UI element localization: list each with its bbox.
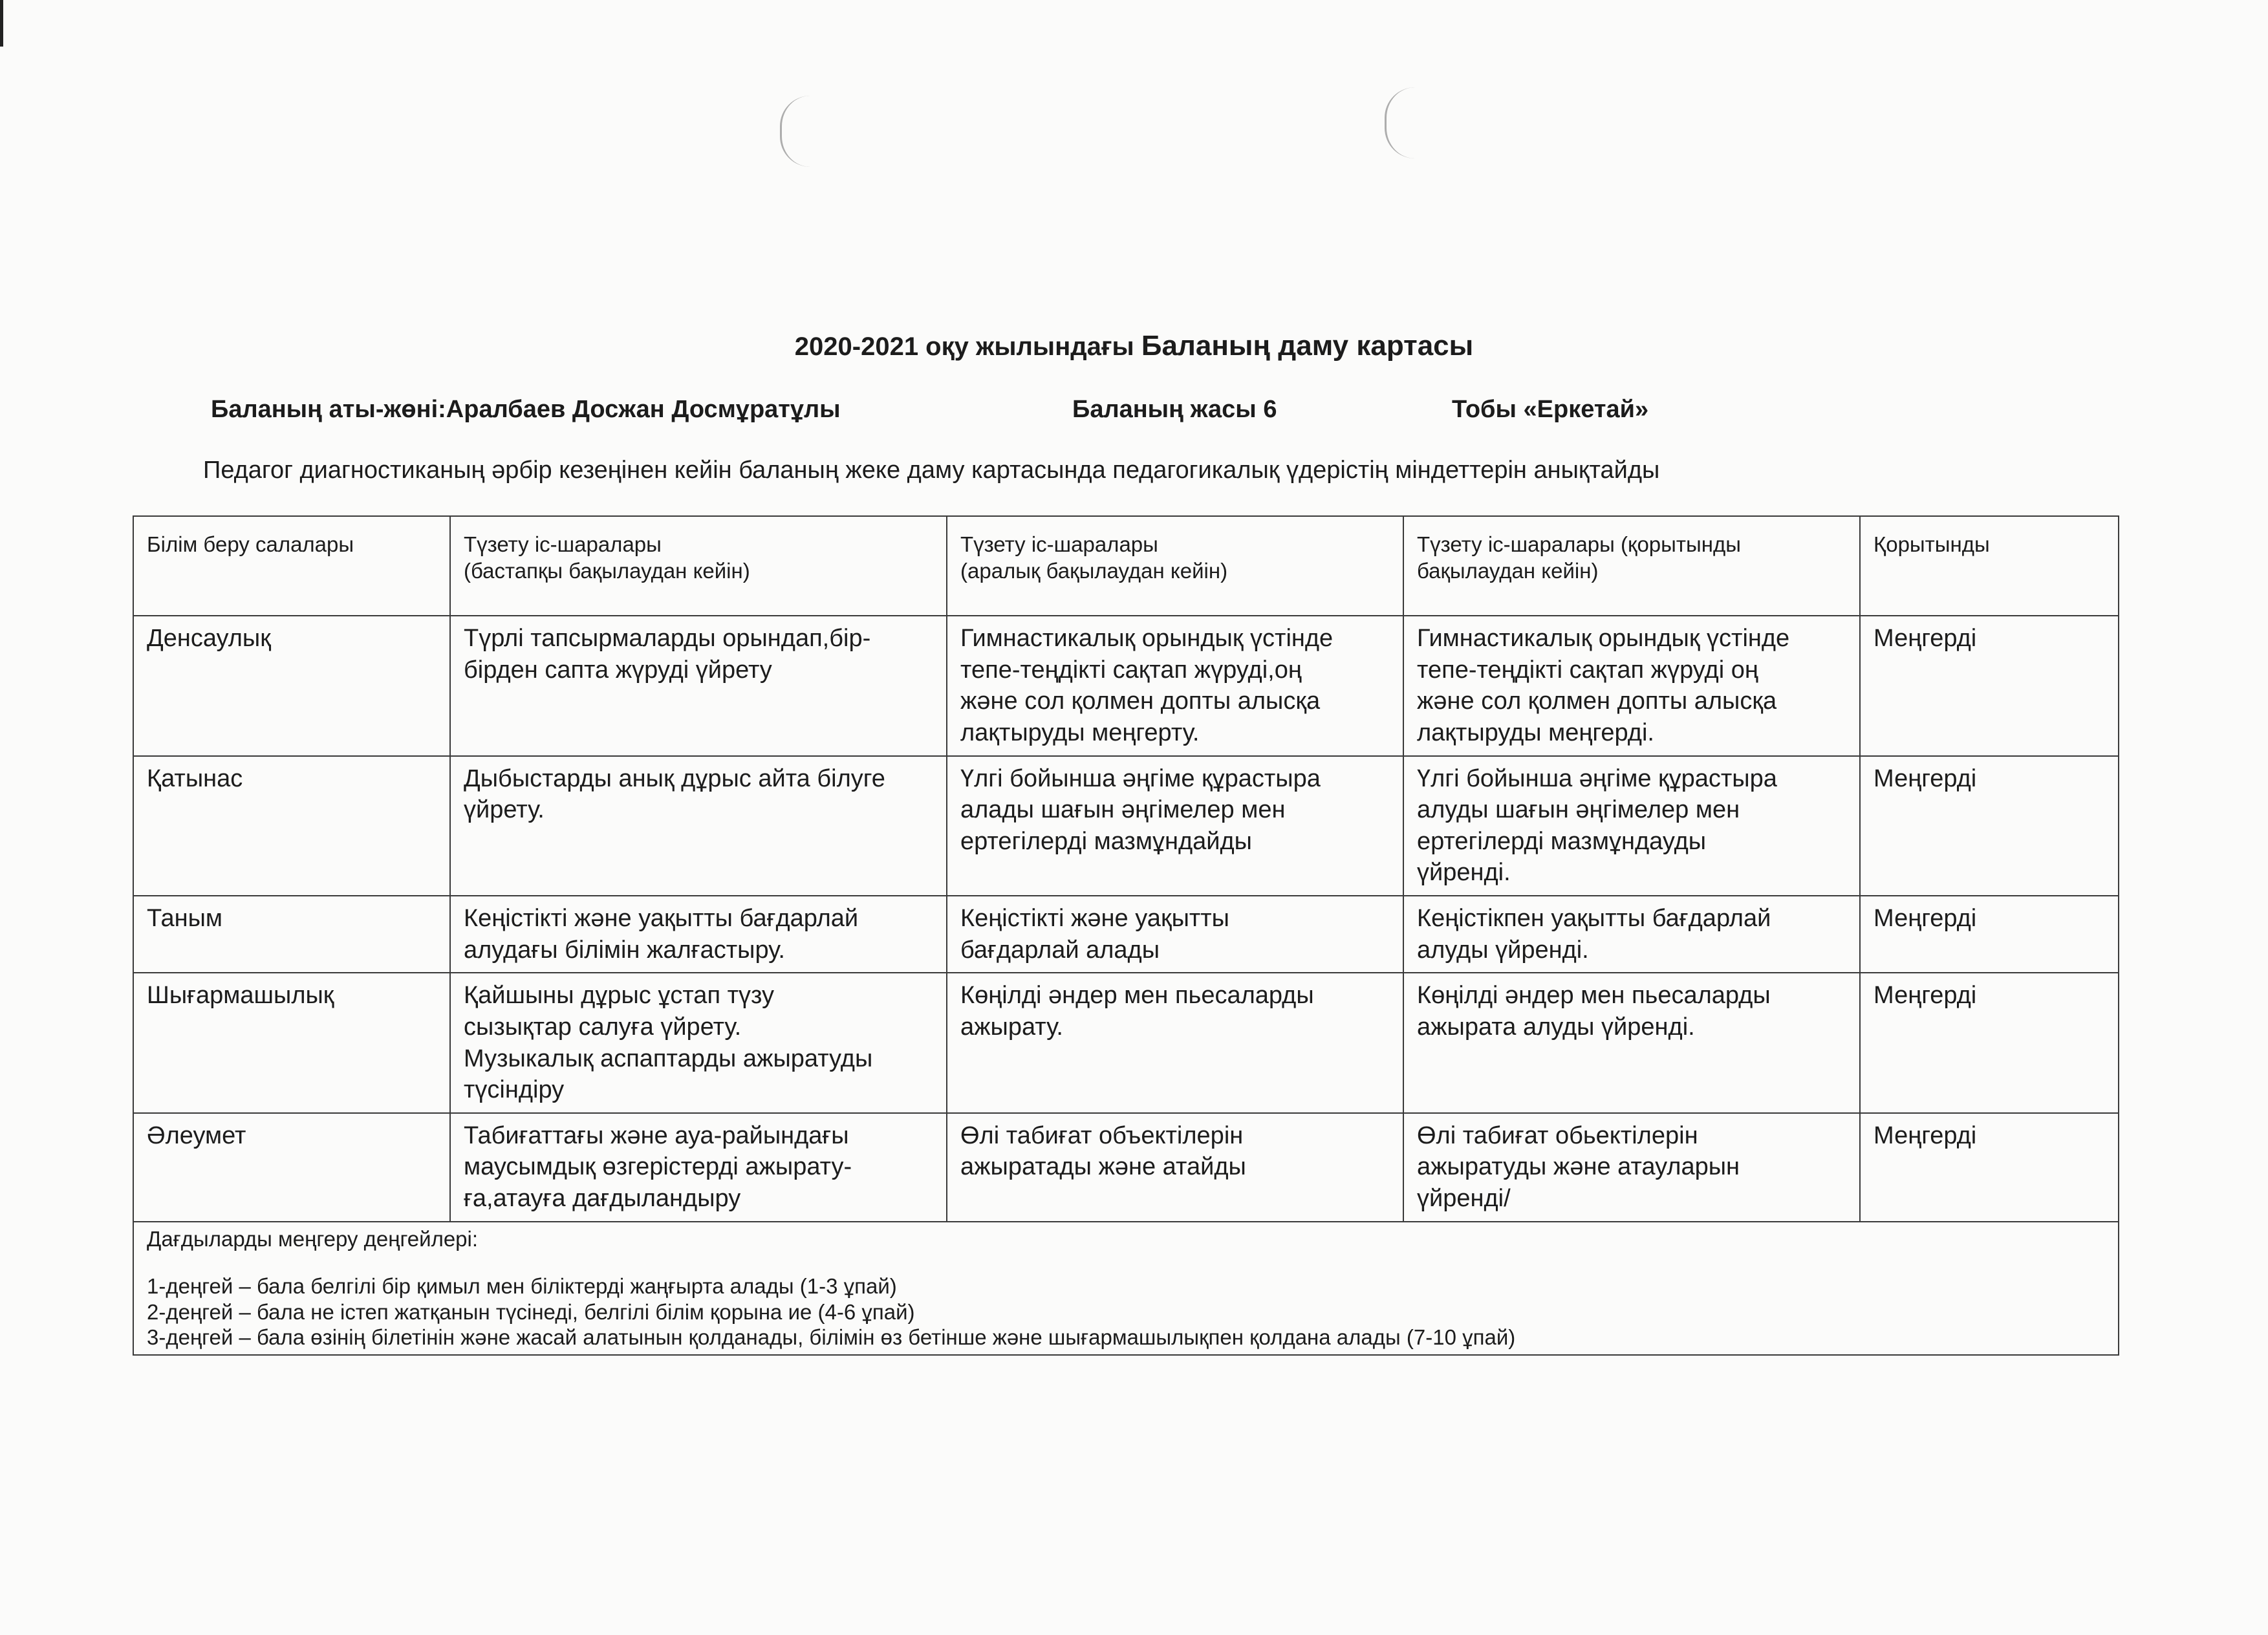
initial-measures-cell-line: алудағы білімін жалғастыру. [464,936,785,964]
child-group: Тобы «Еркетай» [1452,396,1649,423]
initial-measures-cell-line: Дыбыстарды анық дұрыс айта білуге [464,764,885,792]
initial-measures-cell [450,756,947,896]
level-item: 2-деңгей – бала не істеп жатқанын түсінеді, белгілі білім қорына ие (4-6 ұпай) [147,1299,915,1324]
final-measures-cell [1403,756,1860,896]
final-measures-cell-line: Көңілді әндер мен пьесаларды [1417,982,1771,1010]
intermediate-measures-cell-line: ажырату. [960,1013,1063,1041]
final-measures-cell-line: үйренді. [1417,859,1511,887]
intermediate-measures-cell [947,973,1403,1113]
result-cell: Меңгерді [1860,1113,2119,1222]
table-header-row [133,516,2119,616]
page-title [0,330,2268,362]
intermediate-measures-cell-line: Гимнастикалық орындық үстінде [960,625,1334,652]
header-cell [1860,516,2119,616]
initial-measures-cell-line: түсіндіру [464,1076,565,1104]
header-cell-line: (аралық бақылаудан кейін) [960,559,1228,583]
intermediate-measures-cell-line: ажыратады және атайды [960,1153,1246,1181]
final-measures-cell-line: ажыратуды және атауларын [1417,1153,1740,1181]
final-measures-cell [1403,896,1860,973]
initial-measures-cell [450,896,947,973]
levels-heading: Дағдыларды меңгеру деңгейлері: [147,1226,479,1251]
title-main: Баланың даму картасы [1141,330,1474,362]
initial-measures-cell-line: маусымдық өзгерістерді ажырату- [464,1153,852,1181]
levels-footer-row [133,1222,2119,1355]
initial-measures-cell-line: үйрету. [464,796,545,824]
initial-measures-cell-line: Қайшыны дұрыс ұстап түзу [464,982,774,1010]
intermediate-measures-cell-line: Өлі табиғат объектілерін [960,1121,1244,1149]
level-item: 3-деңгей – бала өзінің білетінін және жасай алатынын қолданады, білімін өз бетінше және шығармашылықпен қолдана алады (7-10 ұпай) [147,1325,1516,1350]
initial-measures-cell-line: Табиғаттағы және ауа-райындағы [464,1121,849,1149]
initial-measures-cell-line: Музыкалық аспаптарды ажыратуды [464,1045,873,1072]
intermediate-measures-cell-line: Көңілді әндер мен пьесаларды [960,982,1314,1010]
final-measures-cell-line: Гимнастикалық орындық үстінде [1417,625,1790,652]
intermediate-measures-cell-line: Кеңістікті және уақытты [960,905,1229,932]
area-cell: Денсаулық [133,616,450,756]
intermediate-measures-cell [947,616,1403,756]
initial-measures-cell-line: бірден сапта жүруді үйрету [464,656,772,684]
levels-footer [133,1222,2119,1355]
child-age: Баланың жасы 6 [1072,396,1277,423]
final-measures-cell-line: лақтыруды меңгерді. [1417,719,1654,746]
final-measures-cell-line: ажырата алуды үйренді. [1417,1013,1695,1041]
header-cell [1403,516,1860,616]
level-item: 1-деңгей – бала белгілі бір қимыл мен біліктерді жаңғырта алады (1-3 ұпай) [147,1274,897,1299]
intermediate-measures-cell-line: лақтыруды меңгерту. [960,719,1200,746]
intermediate-measures-cell-line: және сол қолмен допты алысқа [960,688,1321,715]
intermediate-measures-cell-line: тепе-теңдікті сақтап жүруді,оң [960,656,1302,684]
initial-measures-cell [450,616,947,756]
final-measures-cell [1403,616,1860,756]
header-cell-line: Қорытынды [1874,532,1990,556]
header-cell-line: Білім беру салалары [147,532,354,556]
final-measures-cell-line: және сол қолмен допты алысқа [1417,688,1777,715]
final-measures-cell-line: Үлгі бойынша әңгіме құрастыра [1417,764,1777,792]
header-cell [133,516,450,616]
intermediate-measures-cell-line: ертегілерді мазмұндайды [960,827,1252,855]
result-cell: Меңгерді [1860,896,2119,973]
title-year: 2020-2021 оқу жылындағы [794,332,1134,361]
levels-spacer [147,1251,2105,1273]
area-cell: Қатынас [133,756,450,896]
intermediate-measures-cell-line: алады шағын әңгімелер мен [960,796,1286,824]
table-row [133,1113,2119,1222]
table-row [133,756,2119,896]
intermediate-measures-cell [947,896,1403,973]
intermediate-measures-cell-line: бағдарлай алады [960,936,1160,964]
header-cell-line: Түзету іс-шаралары [464,532,662,556]
intermediate-measures-cell [947,756,1403,896]
final-measures-cell-line: алуды үйренді. [1417,936,1589,964]
scan-edge-mark [0,0,3,47]
final-measures-cell-line: алуды шағын әңгімелер мен [1417,796,1740,824]
initial-measures-cell [450,1113,947,1222]
result-cell: Меңгерді [1860,616,2119,756]
header-cell-line: Түзету іс-шаралары (қорытынды [1417,532,1741,556]
area-cell: Шығармашылық [133,973,450,1113]
intro-text: Педагог диагностиканың әрбір кезеңінен кейін баланың жеке даму картасында педагогикалық үдерістің міндеттерін анықтайды [203,457,1660,484]
initial-measures-cell [450,973,947,1113]
result-cell: Меңгерді [1860,973,2119,1113]
punch-hole-mark-left [780,96,810,167]
final-measures-cell-line: Өлі табиғат обьектілерін [1417,1121,1698,1149]
area-cell: Әлеумет [133,1113,450,1222]
final-measures-cell-line: ертегілерді мазмұндауды [1417,827,1707,855]
header-cell-line: (бастапқы бақылаудан кейін) [464,559,750,583]
header-cell [450,516,947,616]
child-name: Баланың аты-жөні:Аралбаев Досжан Досмұратұлы [211,396,841,423]
initial-measures-cell-line: Түрлі тапсырмаларды орындап,бір- [464,625,871,652]
development-table [133,515,2119,1356]
header-cell-line: Түзету іс-шаралары [960,532,1158,556]
final-measures-cell [1403,973,1860,1113]
initial-measures-cell-line: сызықтар салуға үйрету. [464,1013,742,1041]
final-measures-cell-line: Кеңістікпен уақытты бағдарлай [1417,905,1771,932]
intermediate-measures-cell-line: Үлгі бойынша әңгіме құрастыра [960,764,1321,792]
initial-measures-cell-line: ға,атауға дағдыландыру [464,1185,741,1212]
area-cell: Таным [133,896,450,973]
final-measures-cell [1403,1113,1860,1222]
final-measures-cell-line: тепе-теңдікті сақтап жүруді оң [1417,656,1758,684]
header-cell-line: бақылаудан кейін) [1417,559,1599,583]
final-measures-cell-line: үйренді/ [1417,1185,1511,1212]
intermediate-measures-cell [947,1113,1403,1222]
header-cell [947,516,1403,616]
punch-hole-mark-right [1385,87,1415,158]
table-row [133,896,2119,973]
initial-measures-cell-line: Кеңістікті және уақытты бағдарлай [464,905,859,932]
table-row [133,616,2119,756]
table-row [133,973,2119,1113]
result-cell: Меңгерді [1860,756,2119,896]
